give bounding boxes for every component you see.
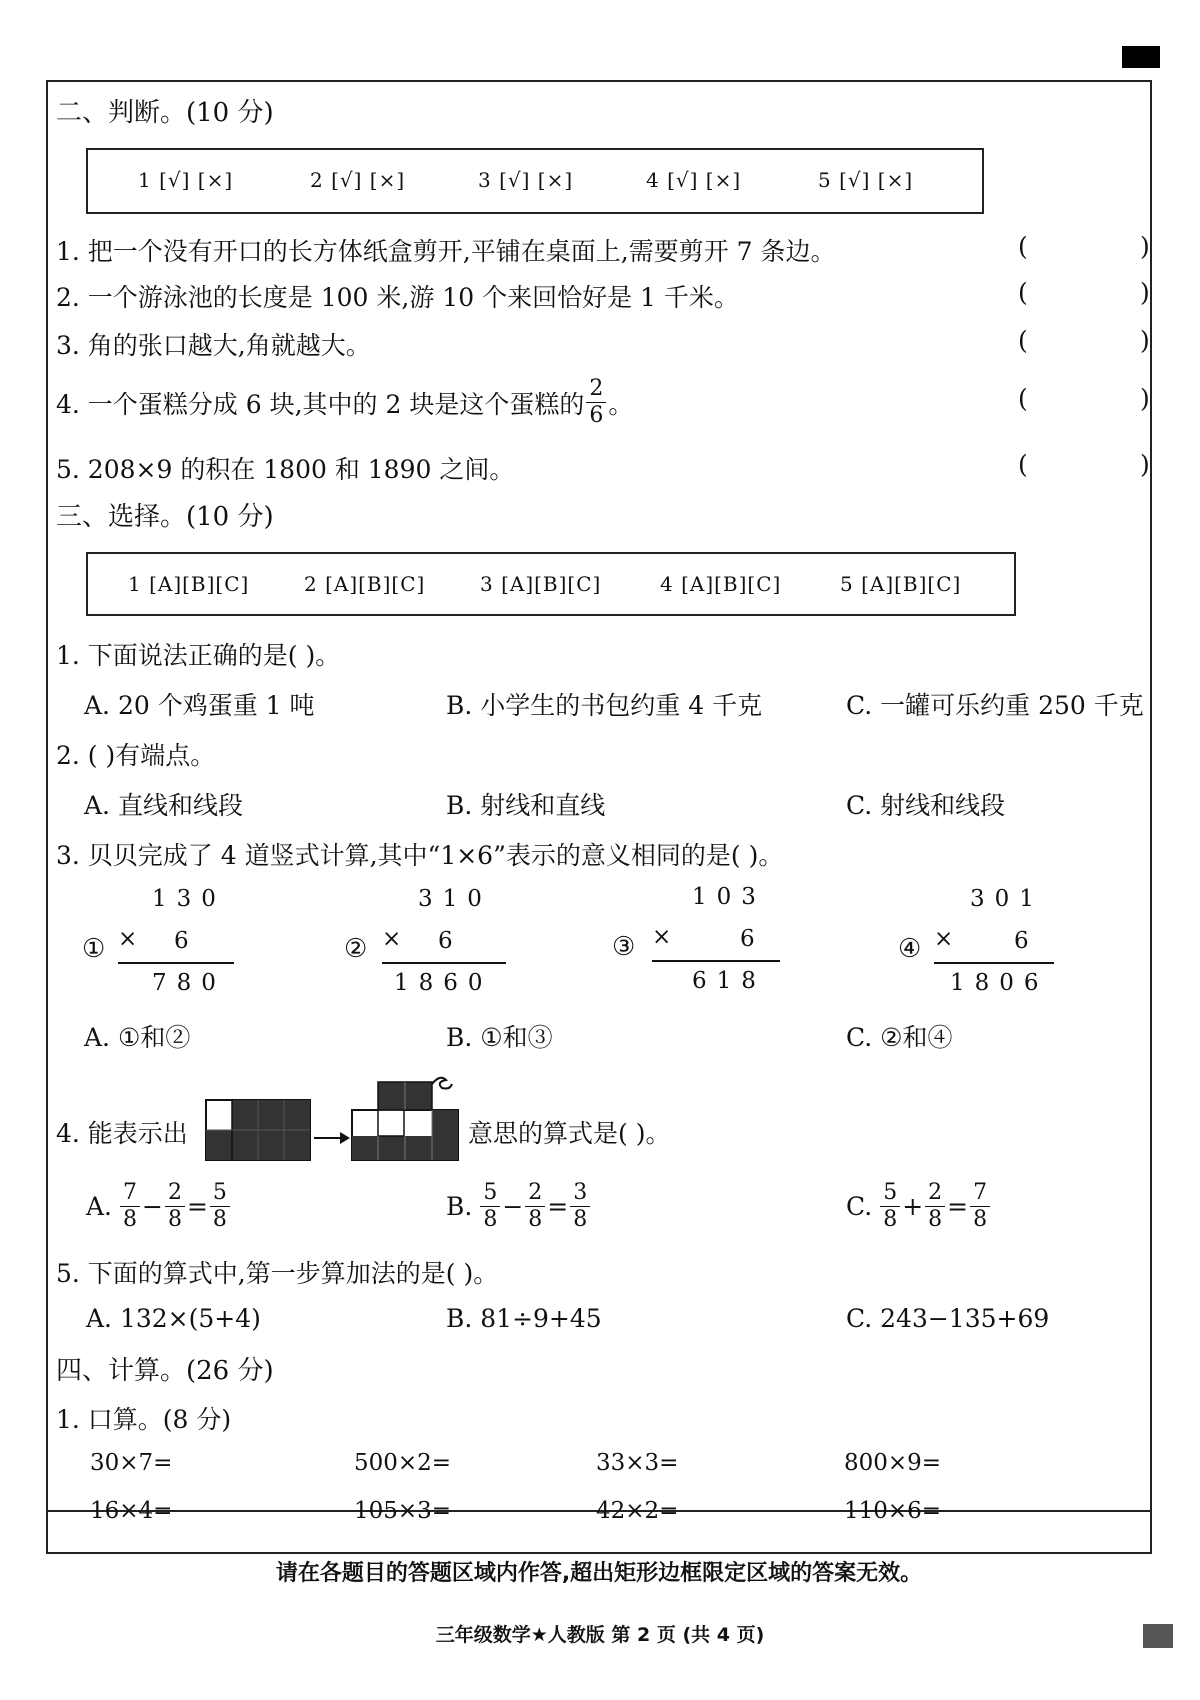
- answer-paren-open: (: [1018, 450, 1028, 479]
- oral-calc-item: 105×3=: [354, 1498, 452, 1524]
- s3-q4-option-c: [846, 1180, 992, 1233]
- section3-answer-box: [86, 552, 1016, 616]
- calc-top-number: 301: [970, 886, 1044, 912]
- vertical-calc-2: [344, 886, 524, 1006]
- bar-before: [206, 1100, 310, 1160]
- answer-paren-close: ): [1140, 450, 1150, 479]
- s2-answer-2[interactable]: 2 [√] [×]: [310, 168, 406, 192]
- fraction-numerator: 5: [210, 1180, 230, 1207]
- fraction-numerator: 2: [165, 1180, 185, 1207]
- s2-q4-text: 4. 一个蛋糕分成 6 块,其中的 2 块是这个蛋糕的: [56, 389, 585, 419]
- s3-question-2: 2. ( )有端点。: [56, 741, 216, 770]
- s3-answer-3[interactable]: 3 [A][B][C]: [480, 572, 602, 596]
- answer-paren-open: (: [1018, 326, 1028, 355]
- fraction-numerator: 3: [570, 1180, 590, 1207]
- s3-question-3: 3. 贝贝完成了 4 道竖式计算,其中“1×6”表示的意义相同的是( )。: [56, 841, 784, 870]
- fraction: [120, 1180, 140, 1233]
- calc-label: ③: [612, 932, 636, 962]
- s3-q2-option-c: C. 射线和线段: [846, 791, 1006, 820]
- fraction-denominator: 8: [973, 1207, 988, 1232]
- answer-paren-close: ): [1140, 326, 1150, 355]
- option-label: A.: [86, 1192, 113, 1221]
- corner-registration-mark: [1122, 46, 1160, 68]
- s3-q4-option-a: [86, 1180, 232, 1233]
- fraction: [570, 1180, 590, 1233]
- s3-q4-option-b: [446, 1180, 592, 1233]
- s3-q2-option-b: B. 射线和直线: [446, 791, 606, 820]
- calc-label: ②: [344, 934, 368, 964]
- calc-line: [652, 960, 780, 962]
- operator: −: [502, 1192, 524, 1221]
- s3-answer-5[interactable]: 5 [A][B][C]: [840, 572, 962, 596]
- fraction-denominator: 8: [167, 1207, 182, 1232]
- bar-after: [352, 1078, 458, 1160]
- option-label: C.: [846, 1192, 873, 1221]
- s2-answer-5[interactable]: 5 [√] [×]: [818, 168, 914, 192]
- fraction: [480, 1180, 500, 1233]
- s3-q5-option-b: B. 81÷9+45: [446, 1304, 602, 1333]
- calc-multiplier: 6: [438, 928, 463, 954]
- s3-q3-option-c: C. ②和④: [846, 1023, 953, 1052]
- calc-result: 1806: [950, 970, 1049, 996]
- calc-top-number: 103: [692, 884, 766, 910]
- answer-paren-close: ): [1140, 232, 1150, 261]
- s2-question-4: [56, 376, 633, 429]
- s2-question-5: 5. 208×9 的积在 1800 和 1890 之间。: [56, 455, 515, 484]
- s3-q1-option-b: B. 小学生的书包约重 4 千克: [446, 691, 763, 720]
- oral-calc-item: 500×2=: [354, 1450, 452, 1476]
- fraction: [925, 1180, 945, 1233]
- answer-paren-open: (: [1018, 278, 1028, 307]
- fraction-numerator: 2: [925, 1180, 945, 1207]
- answer-paren-open: (: [1018, 384, 1028, 413]
- vertical-calc-3: [612, 884, 792, 1004]
- s3-q3-option-a: A. ①和②: [84, 1023, 191, 1052]
- s3-q5-option-c: C. 243−135+69: [846, 1304, 1050, 1333]
- calc-label: ④: [898, 934, 922, 964]
- fraction-denominator: 8: [528, 1207, 543, 1232]
- s3-q4-text-before: 4. 能表示出: [56, 1119, 188, 1148]
- vertical-calc-4: [898, 886, 1078, 1006]
- answer-paren-close: ): [1140, 278, 1150, 307]
- calc-top-number: 310: [418, 886, 492, 912]
- oral-calc-item: 30×7=: [90, 1450, 173, 1476]
- calc-result: 780: [152, 970, 226, 996]
- oral-calc-item: 800×9=: [844, 1450, 942, 1476]
- arrow-icon: [314, 1132, 350, 1144]
- s3-question-1: 1. 下面说法正确的是( )。: [56, 641, 341, 670]
- answer-paren-close: ): [1140, 384, 1150, 413]
- calc-result: 1860: [394, 970, 493, 996]
- answer-area-notice: 请在各题目的答题区域内作答,超出矩形边框限定区域的答案无效。: [275, 1561, 923, 1586]
- s2-q4-fraction: [586, 376, 606, 429]
- s3-q3-option-b: B. ①和③: [446, 1023, 553, 1052]
- oral-calc-item: 33×3=: [596, 1450, 679, 1476]
- fraction-shading-figure: [204, 1070, 464, 1170]
- section2-answer-box: [86, 148, 984, 214]
- times-sign: ×: [934, 926, 954, 952]
- s3-q1-option-a: A. 20 个鸡蛋重 1 吨: [84, 691, 315, 720]
- option-label: B.: [446, 1192, 473, 1221]
- oral-calc-item: 110×6=: [844, 1498, 942, 1524]
- s2-question-1: 1. 把一个没有开口的长方体纸盒剪开,平铺在桌面上,需要剪开 7 条边。: [56, 237, 836, 266]
- page-footer: 三年级数学★人教版 第 2 页 (共 4 页): [435, 1624, 765, 1646]
- s2-answer-3[interactable]: 3 [√] [×]: [478, 168, 574, 192]
- section4-title: 四、计算。(26 分): [56, 1356, 274, 1386]
- times-sign: ×: [652, 924, 672, 950]
- fraction-denominator: 6: [589, 403, 604, 428]
- calc-line: [934, 962, 1054, 964]
- scanner-logo-icon: [1143, 1624, 1173, 1648]
- fraction-numerator: 2: [586, 376, 606, 403]
- fraction-denominator: 8: [123, 1207, 138, 1232]
- fraction: [210, 1180, 230, 1233]
- vertical-calc-1: [82, 886, 262, 1006]
- equals-sign: =: [547, 1192, 569, 1221]
- fraction-numerator: 7: [970, 1180, 990, 1207]
- s3-answer-1[interactable]: 1 [A][B][C]: [128, 572, 250, 596]
- fraction: [525, 1180, 545, 1233]
- fraction: [165, 1180, 185, 1233]
- section2-title: 二、判断。(10 分): [56, 98, 274, 128]
- equals-sign: =: [186, 1192, 208, 1221]
- calc-top-number: 130: [152, 886, 226, 912]
- oral-calc-item: 16×4=: [90, 1498, 173, 1524]
- section3-title: 三、选择。(10 分): [56, 502, 274, 532]
- fraction-numerator: 2: [525, 1180, 545, 1207]
- s2-question-2: 2. 一个游泳池的长度是 100 米,游 10 个来回恰好是 1 千米。: [56, 283, 739, 312]
- section4-subtitle-1: 1. 口算。(8 分): [56, 1405, 232, 1434]
- operator: +: [902, 1192, 924, 1221]
- s2-answer-4[interactable]: 4 [√] [×]: [646, 168, 742, 192]
- calc-line: [118, 962, 234, 964]
- answer-paren-open: (: [1018, 232, 1028, 261]
- oral-calc-item: 42×2=: [596, 1498, 679, 1524]
- s3-q4-text-after: 意思的算式是( )。: [468, 1119, 671, 1148]
- fraction-numerator: 5: [880, 1180, 900, 1207]
- fraction-denominator: 8: [483, 1207, 498, 1232]
- calc-multiplier: 6: [1014, 928, 1039, 954]
- s2-q4-end: 。: [608, 389, 634, 419]
- calc-multiplier: 6: [740, 926, 765, 952]
- s3-question-5: 5. 下面的算式中,第一步算加法的是( )。: [56, 1259, 499, 1288]
- operator: −: [142, 1192, 163, 1221]
- times-sign: ×: [118, 926, 138, 952]
- fraction-denominator: 8: [883, 1207, 898, 1232]
- s3-q1-option-c: C. 一罐可乐约重 250 千克: [846, 691, 1144, 720]
- times-sign: ×: [382, 926, 402, 952]
- fraction: [970, 1180, 990, 1233]
- calc-line: [382, 962, 506, 964]
- calc-result: 618: [692, 968, 766, 994]
- calc-multiplier: 6: [174, 928, 199, 954]
- fraction-denominator: 8: [928, 1207, 943, 1232]
- s2-answer-1[interactable]: 1 [√] [×]: [138, 168, 234, 192]
- calc-label: ①: [82, 934, 106, 964]
- s3-q2-option-a: A. 直线和线段: [84, 791, 243, 820]
- fraction-denominator: 8: [573, 1207, 588, 1232]
- fraction-numerator: 5: [480, 1180, 500, 1207]
- s3-answer-4[interactable]: 4 [A][B][C]: [660, 572, 782, 596]
- fraction-denominator: 8: [212, 1207, 227, 1232]
- fraction-numerator: 7: [120, 1180, 140, 1207]
- fraction: [880, 1180, 900, 1233]
- s3-answer-2[interactable]: 2 [A][B][C]: [304, 572, 426, 596]
- s2-question-3: 3. 角的张口越大,角就越大。: [56, 331, 371, 360]
- equals-sign: =: [947, 1192, 969, 1221]
- s3-q5-option-a: A. 132×(5+4): [86, 1304, 261, 1333]
